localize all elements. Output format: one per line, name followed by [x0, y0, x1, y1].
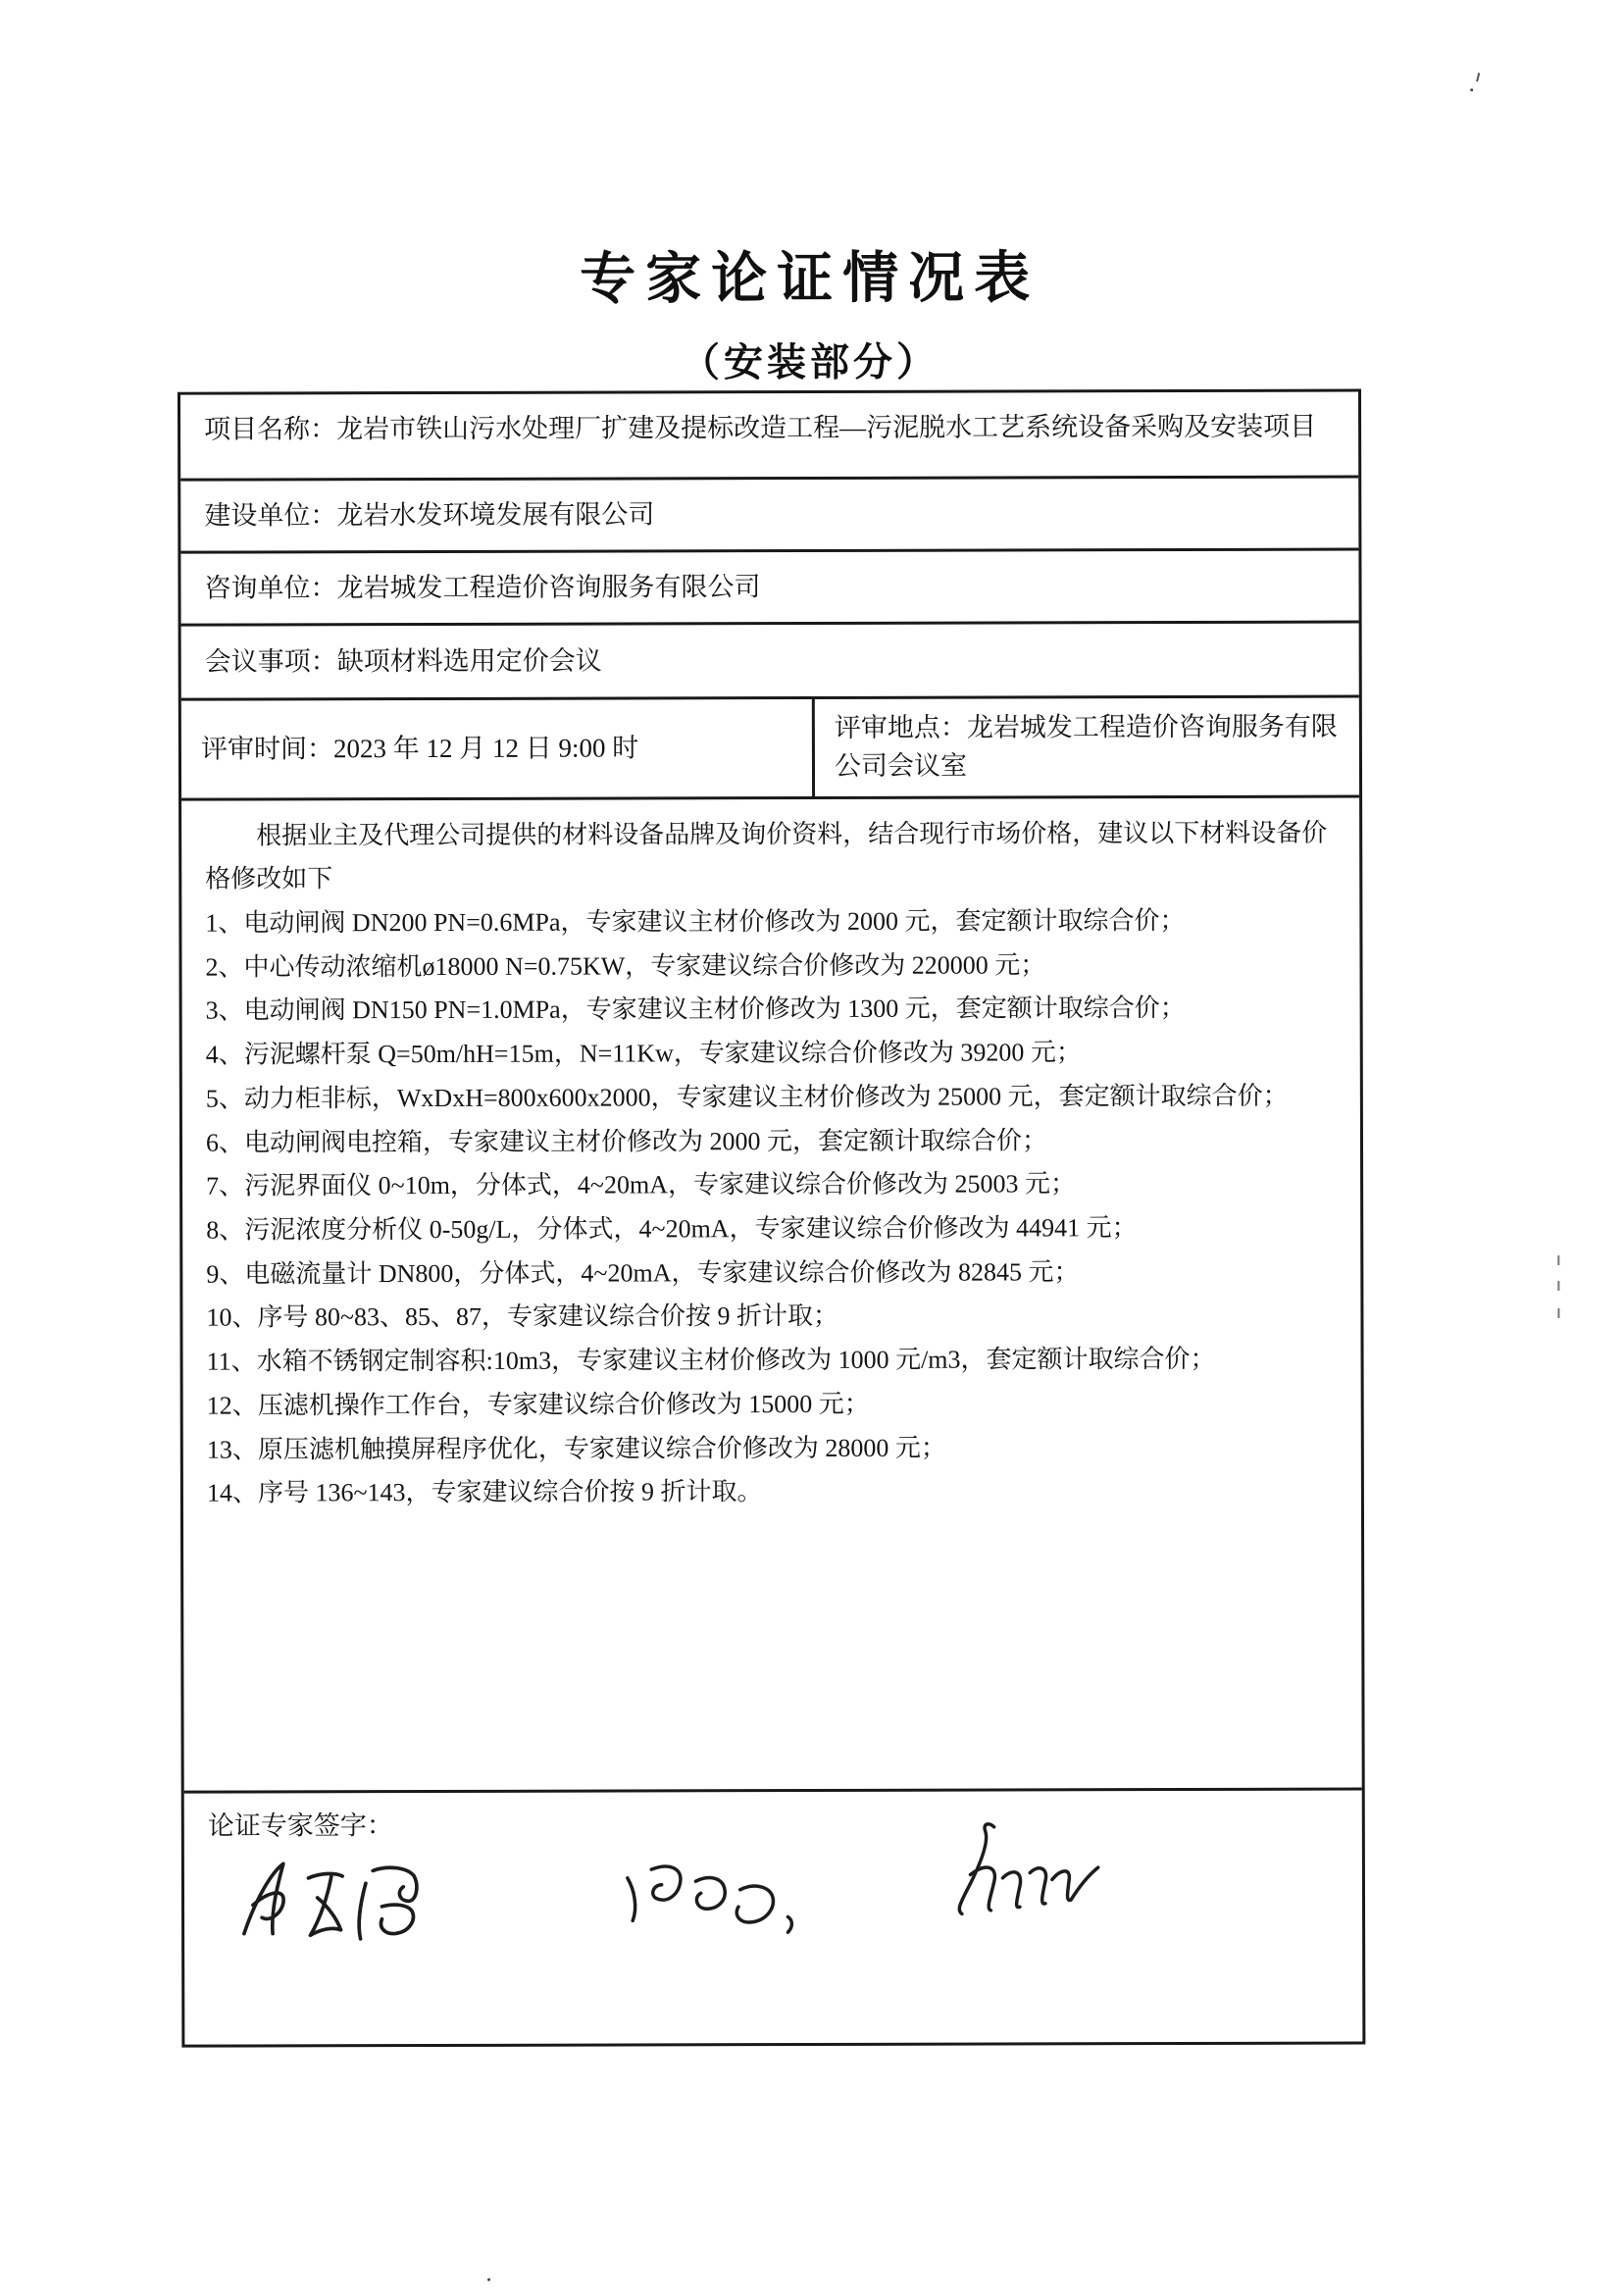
row-meeting-subject [181, 624, 1359, 701]
page-subtitle: （安装部分） [680, 339, 939, 385]
review-time-value: 2023 年 12 月 12 日 9:00 时 [332, 733, 639, 764]
review-time-label: 评审时间： [200, 734, 333, 764]
project-name-label: 项目名称： [204, 414, 337, 444]
review-place-label: 评审地点： [834, 712, 967, 743]
row-construction-unit [180, 479, 1358, 554]
meeting-subject-label: 会议事项： [204, 646, 337, 677]
scan-artifact-right-edge-1 [1557, 1255, 1559, 1265]
scan-artifact-right-edge-3 [1557, 1308, 1559, 1318]
construction-unit-value: 龙岩水发环境发展有限公司 [336, 499, 655, 531]
review-time-cell [181, 699, 812, 797]
opinion-item-12: 12、压滤机操作工作台，专家建议综合价修改为 15000 元； [206, 1389, 870, 1420]
opinion-item-6: 6、电动闸阀电控箱，专家建议主材价修改为 2000 元，套定额计取综合价； [205, 1125, 1048, 1157]
opinion-item-10: 10、序号 80~83、85、87，专家建议综合价按 9 折计取； [206, 1301, 839, 1333]
signature-label: 论证专家签字： [207, 1810, 393, 1841]
signature-cell [184, 1790, 1363, 2044]
opinion-item-3: 3、电动闸阀 DN150 PN=1.0MPa，专家建议主材价修改为 1300 元，套定额计取综合价； [205, 994, 1186, 1026]
scan-artifact-top-right-2 [1470, 88, 1473, 91]
opinion-item-2: 2、中心传动浓缩机ø18000 N=0.75KW，专家建议综合价修改为 220000 元； [205, 950, 1046, 982]
review-place-value: 龙岩城发工程造价咨询服务有限公司会议室 [834, 711, 1338, 782]
consulting-unit-value: 龙岩城发工程造价咨询服务有限公司 [336, 572, 761, 603]
opinion-item-7: 7、污泥界面仪 0~10m，分体式，4~20mA，专家建议综合价修改为 25003 元； [206, 1169, 1076, 1200]
handwritten-signature-3 [941, 1809, 1103, 1931]
scan-artifact-top-right-1 [1476, 73, 1480, 81]
opinion-item-8: 8、污泥浓度分析仪 0-50g/L，分体式，4~20mA，专家建议综合价修改为 44941 元； [206, 1213, 1138, 1245]
page-title: 专家论证情况表 [580, 247, 1040, 311]
project-name-value: 龙岩市铁山污水处理厂扩建及提标改造工程—污泥脱水工艺系统设备采购及安装项目 [336, 411, 1317, 444]
consulting-unit-label: 咨询单位： [204, 573, 337, 603]
opinion-item-9: 9、电磁流量计 DN800，分体式，4~20mA，专家建议综合价修改为 82845 元； [206, 1257, 1080, 1289]
opinion-item-1: 1、电动闸阀 DN200 PN=0.6MPa，专家建议主材价修改为 2000 元，套定额计取综合价； [205, 906, 1186, 938]
expert-opinion-cell [181, 797, 1362, 1793]
scan-artifact-right-edge-2 [1557, 1281, 1559, 1291]
review-place-cell [812, 698, 1359, 796]
opinion-item-11: 11、水箱不锈钢定制容积:10m3，专家建议主材价修改为 1000 元/m3，套定额计取综合价； [206, 1345, 1216, 1376]
handwritten-signature-2 [614, 1841, 810, 1940]
row-review-time-place [181, 698, 1359, 800]
opinion-intro: 根据业主及代理公司提供的材料设备品牌及询价资料，结合现行市场价格，建议以下材料设备价格修改如下 [205, 818, 1328, 893]
meeting-subject-value: 缺项材料选用定价会议 [336, 645, 602, 677]
handwritten-signature-1 [231, 1840, 437, 1959]
opinion-item-4: 4、污泥螺杆泵 Q=50m/hH=15m，N=11Kw，专家建议综合价修改为 39200 元； [205, 1038, 1082, 1069]
row-consulting-unit [180, 551, 1358, 627]
info-table [178, 389, 1365, 2048]
opinion-item-5: 5、动力柜非标，WxDxH=800x600x2000，专家建议主材价修改为 25000 元，套定额计取综合价； [205, 1081, 1289, 1113]
construction-unit-label: 建设单位： [204, 500, 337, 531]
opinion-item-13: 13、原压滤机触摸屏程序优化，专家建议综合价修改为 28000 元； [206, 1433, 946, 1464]
opinion-item-14: 14、序号 136~143，专家建议综合价按 9 折计取。 [206, 1477, 763, 1507]
row-project-name [180, 392, 1358, 482]
scan-artifact-bottom [487, 2278, 490, 2281]
